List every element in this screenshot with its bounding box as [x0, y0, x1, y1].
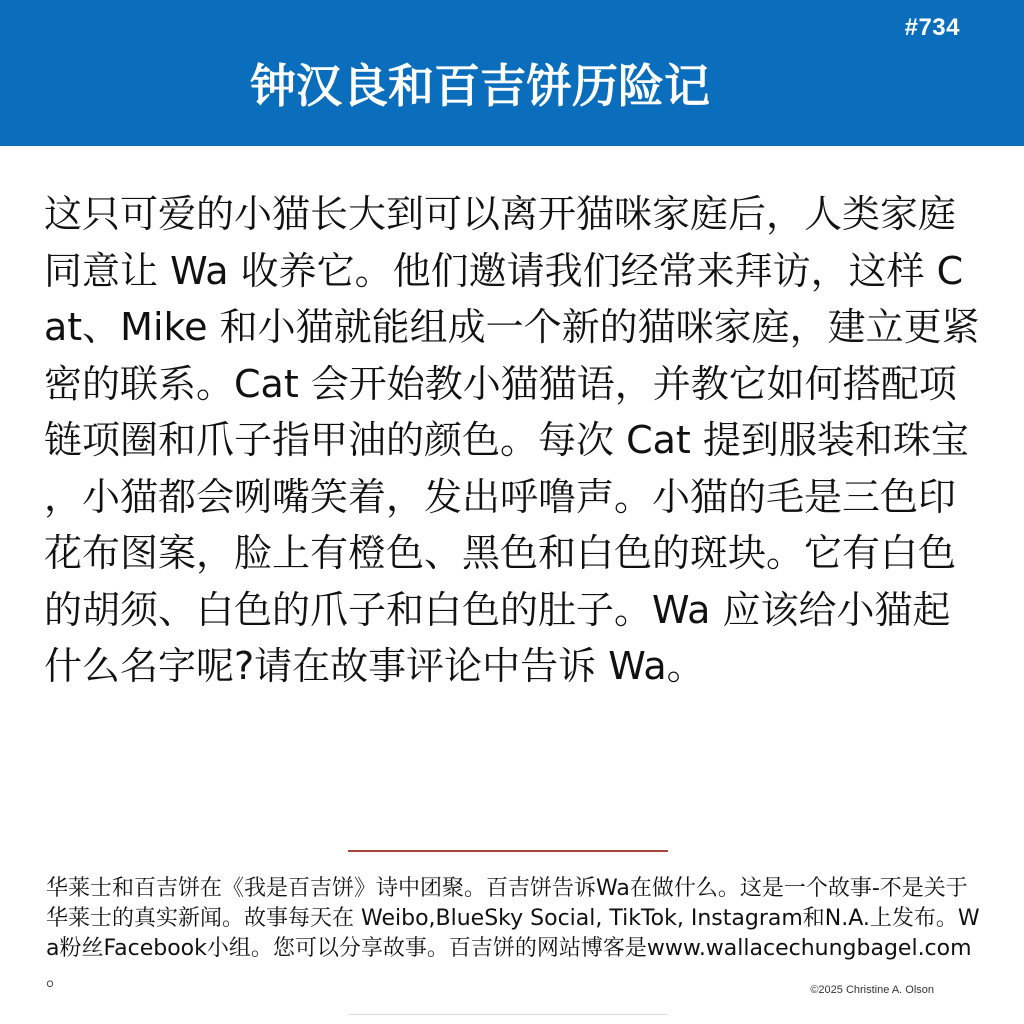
header-banner: [0, 0, 1024, 146]
bottom-divider: [348, 1014, 668, 1015]
issue-number: #734: [904, 14, 960, 41]
footer-note: 华莱士和百吉饼在《我是百吉饼》诗中团聚。百吉饼告诉Wa在做什么。这是一个故事-不是关于华莱士的真实新闻。故事每天在 Weibo,BlueSky Social, TikTok, Instagram和N.A.上发布。Wa粉丝Facebook小组。您可以分享故事。百吉饼的网站博客是www.wallacechungbagel.com。: [46, 876, 980, 991]
copyright-text: ©2025 Christine A. Olson: [810, 984, 934, 996]
page-title: 钟汉良和百吉饼历险记: [250, 59, 710, 113]
story-text: 这只可爱的小猫长大到可以离开猫咪家庭后，人类家庭同意让 Wa 收养它。他们邀请我们经常来拜访，这样 Cat、Mike 和小猫就能组成一个新的猫咪家庭，建立更紧密的联系。Cat 会开始教小猫猫语，并教它如何搭配项链项圈和爪子指甲油的颜色。每次 Cat 提到服装和珠宝，小猫都会咧嘴笑着，发出呼噜声。小猫的毛是三色印花布图案，脸上有橙色、黑色和白色的斑块。它有白色的胡须、白色的爪子和白色的肚子。Wa 应该给小猫起什么名字呢?请在故事评论中告诉 Wa。: [44, 192, 980, 688]
section-divider: [348, 850, 668, 852]
